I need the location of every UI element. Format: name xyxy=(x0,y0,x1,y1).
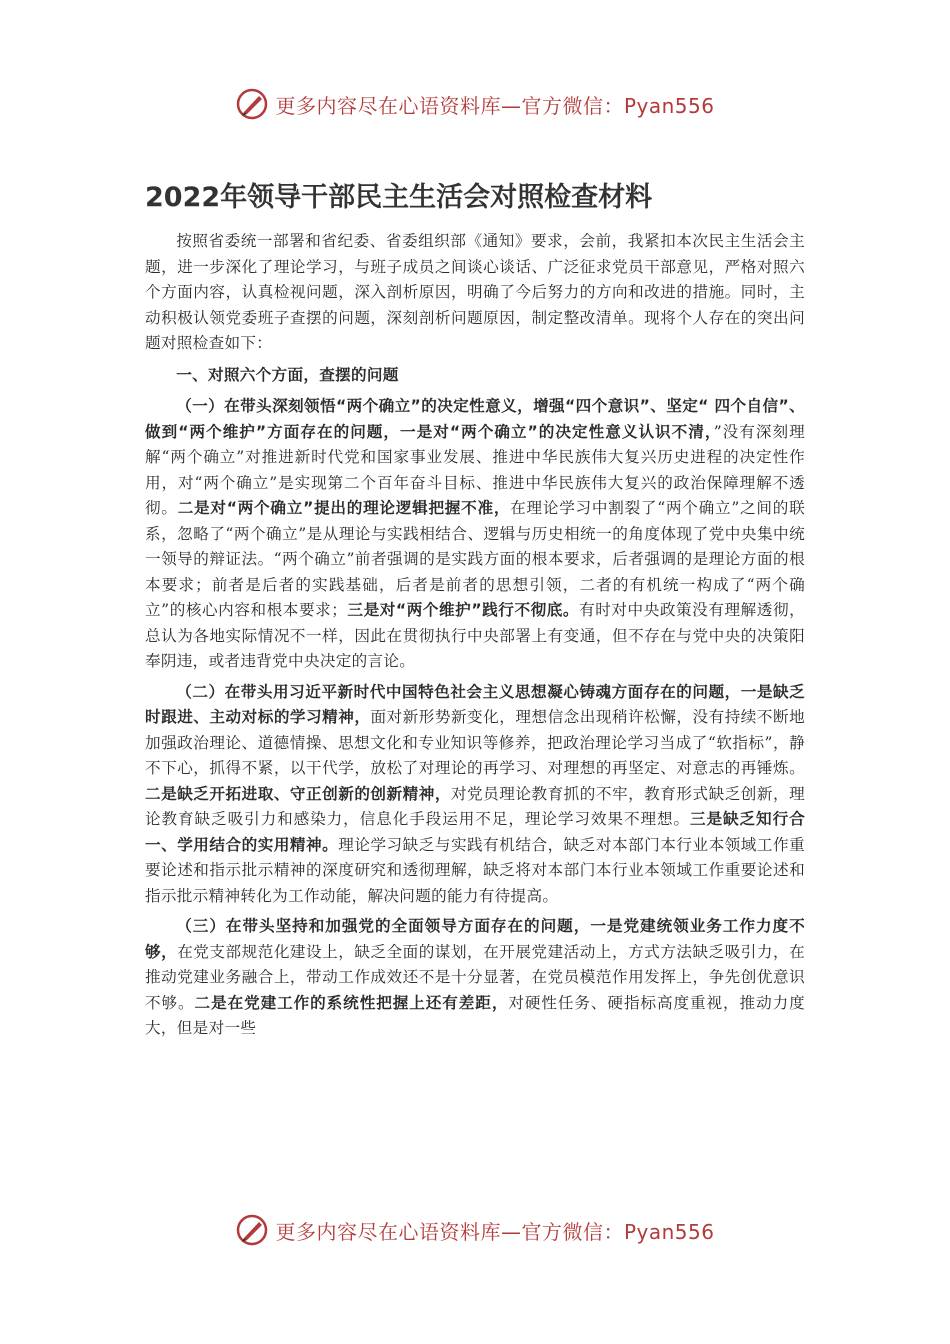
body-text: ”没有深刻理解“两个确立”对推进新时代党和国家事业发展、推进中华民族伟大复兴历史进程的决定性作用，对“两个确立”是实现第二个百年奋斗目标、推进中华民族伟大复兴的政治保障理解不透彻。 xyxy=(145,422,805,517)
body-text: 在党支部规范化建设上，缺乏全面的谋划，在开展党建活动上，方式方法缺乏吸引力，在推动党建业务融合上，带动工作成效还不是十分显著，在党员模范作用发挥上，争先创优意识不够。 xyxy=(145,942,806,1012)
paragraph-2 xyxy=(145,680,805,910)
bold-text: （三）在带头坚持和加强党的全面领导方面存在的问题，一是党建统领业务工作力度不够， xyxy=(145,917,805,961)
body-text: 理论学习缺乏与实践有机结合，缺乏对本部门本行业本领域工作重要论述和指示批示精神的深度研究和透彻理解，缺乏将对本部门本行业本领域工作重要论述和指示批示精神转化为工作动能，解决问题的能力有待提高。 xyxy=(145,835,805,905)
bold-text: 二是在党建工作的系统性把握上还有差距， xyxy=(194,993,509,1012)
footer-banner xyxy=(0,1210,950,1250)
banner-text: 更多内容尽在心语资料库—官方微信：Pyan556 xyxy=(275,93,715,118)
body-text: 对硬性任务、硬指标高度重视，推动力度大，但是对一些 xyxy=(145,993,805,1037)
body-text: 面对新形势新变化，理想信念出现稍许松懈，没有持续不断地加强政治理论、道德情操、思想文化和专业知识等修养，把政治理论学习当成了“软指标”，静不下心，抓得不紧，以干代学，放松了对理论的再学习、对理想的再坚定、对意志的再锤炼。 xyxy=(145,708,805,777)
body-text: 有时对中央政策没有理解透彻，总认为各地实际情况不一样，因此在贯彻执行中央部署上有变通，但不存在与党中央的决策阳奉阴违，或者违背党中央决定的言论。 xyxy=(145,601,806,670)
bold-text: 三是对“两个维护”践行不彻底。 xyxy=(347,601,580,619)
document-body xyxy=(145,229,805,1047)
banner-text: 更多内容尽在心语资料库—官方微信：Pyan556 xyxy=(275,1219,715,1244)
header-banner xyxy=(0,84,950,124)
intro-paragraph: 按照省委统一部署和省纪委、省委组织部《通知》要求，会前，我紧扣本次民主生活会主题，进一步深化了理论学习，与班子成员之间谈心谈话、广泛征求党员干部意见，严格对照六个方面内容，认真检视问题，深入剖析原因，明确了今后努力的方向和改进的措施。同时，主动积极认领党委班子查摆的问题，深刻剖析问题原因，制定整改清单。现将个人存在的突出问题对照检查如下： xyxy=(145,232,805,352)
bold-text: 二是缺乏开拓进取、守正创新的创新精神， xyxy=(145,784,451,803)
body-text: 在理论学习中割裂了“两个确立”之间的联系，忽略了“两个确立”是从理论与实践相结合、逻辑与历史相统一的角度体现了党中央集中统一领导的辩证法。“两个确立”前者强调的是实践方面的根本要求，后者强调的是理论方面的根本要求；前者是后者的实践基础，后者是前者的思想引领，二者的有机统一构成了“两个确立”的核心内容和根本要求； xyxy=(145,499,805,619)
document-title: 2022年领导干部民主生活会对照检查材料 xyxy=(145,182,653,213)
bold-text: 二是对“两个确立”提出的理论逻辑把握不准， xyxy=(177,499,511,517)
paragraph-3 xyxy=(145,914,805,1042)
bold-text: 三是缺乏知行合一、学用结合的实用精神。 xyxy=(145,810,805,854)
pen-logo-icon xyxy=(235,87,269,121)
body-text: 对党员理论教育抓的不牢，教育形式缺乏创新，理论教育缺乏吸引力和感染力，信息化手段运用不足，理论学习效果不理想。 xyxy=(145,784,805,828)
bold-text: （一）在带头深刻领悟“两个确立”的决定性意义，增强“四个意识”、坚定“ 四个自信”、做到“两个维护”方面存在的问题，一是对“两个确立”的决定性意义认识不清， xyxy=(145,397,805,441)
pen-logo-icon xyxy=(235,1213,269,1247)
section-heading: 一、对照六个方面，查摆的问题 xyxy=(176,365,399,384)
bold-text: （二）在带头用习近平新时代中国特色社会主义思想凝心铸魂方面存在的问题，一是缺乏时跟进、主动对标的学习精神， xyxy=(145,682,805,726)
paragraph-1 xyxy=(145,394,805,675)
